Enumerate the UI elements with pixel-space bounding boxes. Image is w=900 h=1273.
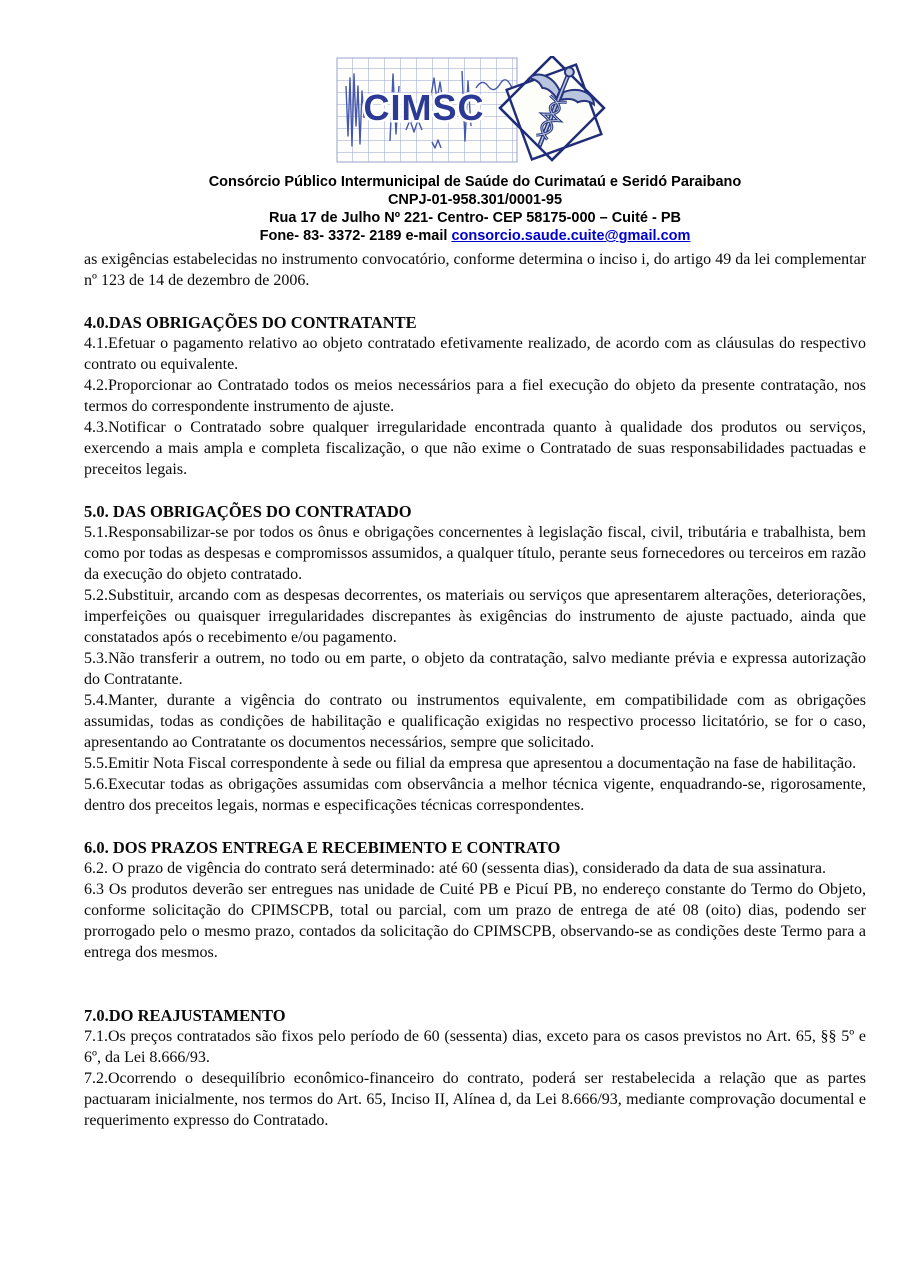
paragraph-5-3: 5.3.Não transferir a outrem, no todo ou em parte, o objeto da contratação, salvo mediante prévia e expressa autorização do Contratante. <box>84 650 866 688</box>
section-heading-6: 6.0. DOS PRAZOS ENTREGA E RECEBIMENTO E CONTRATO <box>84 838 561 857</box>
letterhead <box>84 56 866 245</box>
paragraph-5-5: 5.5.Emitir Nota Fiscal correspondente à sede ou filial da empresa que apresentou a documentação na fase de habilitação. <box>84 755 857 772</box>
section-heading-7: 7.0.DO REAJUSTAMENTO <box>84 1006 286 1025</box>
paragraph-5-2: 5.2.Substituir, arcando com as despesas decorrentes, os materiais ou serviços que apresentarem alterações, deteriorações, imperfeições ou quaisquer irregularidades discrepantes às exigências do instrumento de ajuste pactuado, ainda que constatados após o recebimento e/ou pagamento. <box>84 587 866 646</box>
section-heading-5: 5.0. DAS OBRIGAÇÕES DO CONTRATADO <box>84 502 412 521</box>
paragraph-6-3: 6.3 Os produtos deverão ser entregues nas unidade de Cuité PB e Picuí PB, no endereço constante do Termo do Objeto, conforme solicitação do CPIMSCPB, total ou parcial, com um prazo de entrega de até 08 (oito) dias, podendo ser prorrogado pelo o mesmo prazo, contados da solicitação do CPIMSCPB, observando-se as condições deste Termo para a entrega dos mesmos. <box>84 881 866 961</box>
paragraph-5-4: 5.4.Manter, durante a vigência do contrato ou instrumentos equivalente, em compatibilidade com as obrigações assumidas, todas as condições de habilitação e qualificação exigidas no respectivo processo licitatório, se for o caso, apresentando ao Contratante os documentos necessários, sempre que solicitado. <box>84 692 866 751</box>
org-address: Rua 17 de Julho Nº 221- Centro- CEP 58175-000 – Cuité - PB <box>269 210 681 226</box>
cimsc-logo-graphic <box>336 56 620 164</box>
contract-text <box>84 249 866 1131</box>
logo-acronym: CIMSC <box>363 87 485 128</box>
paragraph-6-2: 6.2. O prazo de vigência do contrato será determinado: até 60 (sessenta dias), considerado da data de sua assinatura. <box>84 860 826 877</box>
email-link[interactable]: consorcio.saude.cuite@gmail.com <box>451 228 691 244</box>
phone-label: Fone- 83- 3372- 2189 e-mail <box>259 228 452 244</box>
paragraph-4-2: 4.2.Proporcionar ao Contratado todos os meios necessários para a fiel execução do objeto da presente contratação, nos termos do correspondente instrumento de ajuste. <box>84 377 866 415</box>
cimsc-logo <box>336 56 620 164</box>
section-heading-4: 4.0.DAS OBRIGAÇÕES DO CONTRATANTE <box>84 313 417 332</box>
paragraph-4-3: 4.3.Notificar o Contratado sobre qualquer irregularidade encontrada quanto à qualidade dos produtos ou serviços, exercendo a mais ampla e completa fiscalização, o que não exime o Contratado de suas responsabilidades pactuadas e preceitos legais. <box>84 419 866 478</box>
paragraph-7-1: 7.1.Os preços contratados são fixos pelo período de 60 (sessenta) dias, exceto para os casos previstos no Art. 65, §§ 5º e 6º, da Lei 8.666/93. <box>84 1028 866 1066</box>
paragraph-4-1: 4.1.Efetuar o pagamento relativo ao objeto contratado efetivamente realizado, de acordo com as cláusulas do respectivo contrato ou equivalente. <box>84 335 866 373</box>
org-contact-line <box>84 227 866 245</box>
org-cnpj: CNPJ-01-958.301/0001-95 <box>387 192 563 208</box>
paragraph-5-1: 5.1.Responsabilizar-se por todos os ônus e obrigações concernentes à legislação fiscal, civil, tributária e trabalhista, bem como por todas as despesas e compromissos assumidos, a qualquer título, perante seus fornecedores ou terceiros em razão da execução do objeto contratado. <box>84 524 866 583</box>
org-name: Consórcio Público Intermunicipal de Saúde do Curimataú e Seridó Paraibano <box>208 174 742 190</box>
intro-paragraph: as exigências estabelecidas no instrumento convocatório, conforme determina o inciso i, do artigo 49 da lei complementar nº 123 de 14 de dezembro de 2006. <box>84 251 866 289</box>
paragraph-5-6: 5.6.Executar todas as obrigações assumidas com observância a melhor técnica vigente, enquadrando-se, rigorosamente, dentro dos preceitos legais, normas e especificações técnicas correspondentes. <box>84 776 866 814</box>
letterhead-text <box>84 173 866 245</box>
paragraph-7-2: 7.2.Ocorrendo o desequilíbrio econômico-financeiro do contrato, poderá ser restabelecida a relação que as partes pactuaram inicialmente, nos termos do Art. 65, Inciso II, Alínea d, da Lei 8.666/93, mediante comprovação documental e requerimento expresso do Contratado. <box>84 1070 866 1129</box>
